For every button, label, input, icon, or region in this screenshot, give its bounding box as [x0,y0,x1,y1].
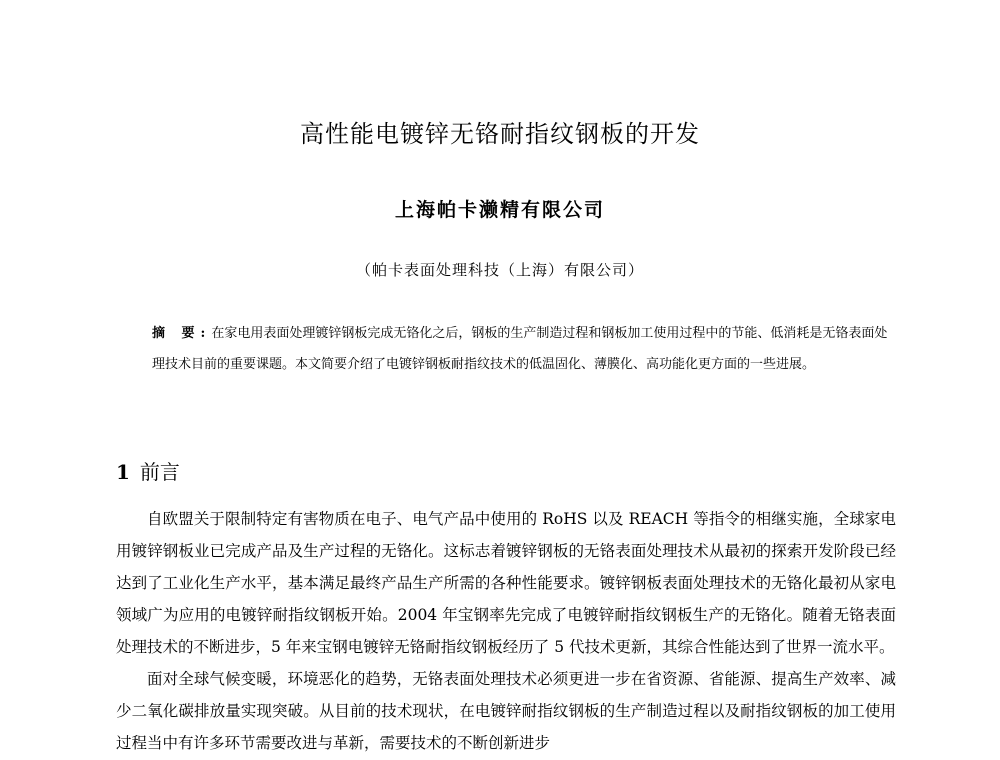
section-title: 前言 [139,460,180,484]
section-number: 1 [116,460,130,484]
section-heading [116,454,180,490]
body-paragraph-2: 面对全球气候变暖，环境恶化的趋势，无铬表面处理技术必须更进一步在省资源、省能源、提高生产效率、减少二氧化碳排放量实现突破。从目前的技术现状，在电镀锌耐指纹钢板的生产制造过程以及耐指纹钢板的加工使用过程当中有许多环节需要改进与革新，需要技术的不断创新进步 [116,670,896,752]
body-paragraph-1: 自欧盟关于限制特定有害物质在电子、电气产品中使用的 RoHS 以及 REACH 等指令的相继实施，全球家电用镀锌钢板业已完成产品及生产过程的无铬化。这标志着镀锌钢板的无铬表面处理技术从最初的探索开发阶段已经达到了工业化生产水平，基本满足最终产品生产所需的各种性能要求。镀锌钢板表面处理技术的无铬化最初从家电领域广为应用的电镀锌耐指纹钢板开始。2004 年宝钢率先完成了电镀锌耐指纹钢板生产的无铬化。随着无铬表面处理技术的不断进步，5 年来宝钢电镀锌无铬耐指纹钢板经历了 5 代技术更新，其综合性能达到了世界一流水平。 [116,510,896,656]
paper-title: 高性能电镀锌无铬耐指纹钢板的开发 [300,120,700,148]
section-body [116,503,896,759]
abstract-text: 在家电用表面处理镀锌钢板完成无铬化之后，钢板的生产制造过程和钢板加工使用过程中的节能、低消耗是无铬表面处理技术目前的重要课题。本文简要介绍了电镀锌钢板耐指纹技术的低温固化、薄膜化、高功能化更方面的一些进展。 [152,326,888,372]
affiliation: （帕卡表面处理科技（上海）有限公司） [355,261,644,279]
company-name: 上海帕卡濑精有限公司 [394,199,605,221]
abstract [152,318,892,380]
abstract-label: 摘 要: [152,326,212,341]
